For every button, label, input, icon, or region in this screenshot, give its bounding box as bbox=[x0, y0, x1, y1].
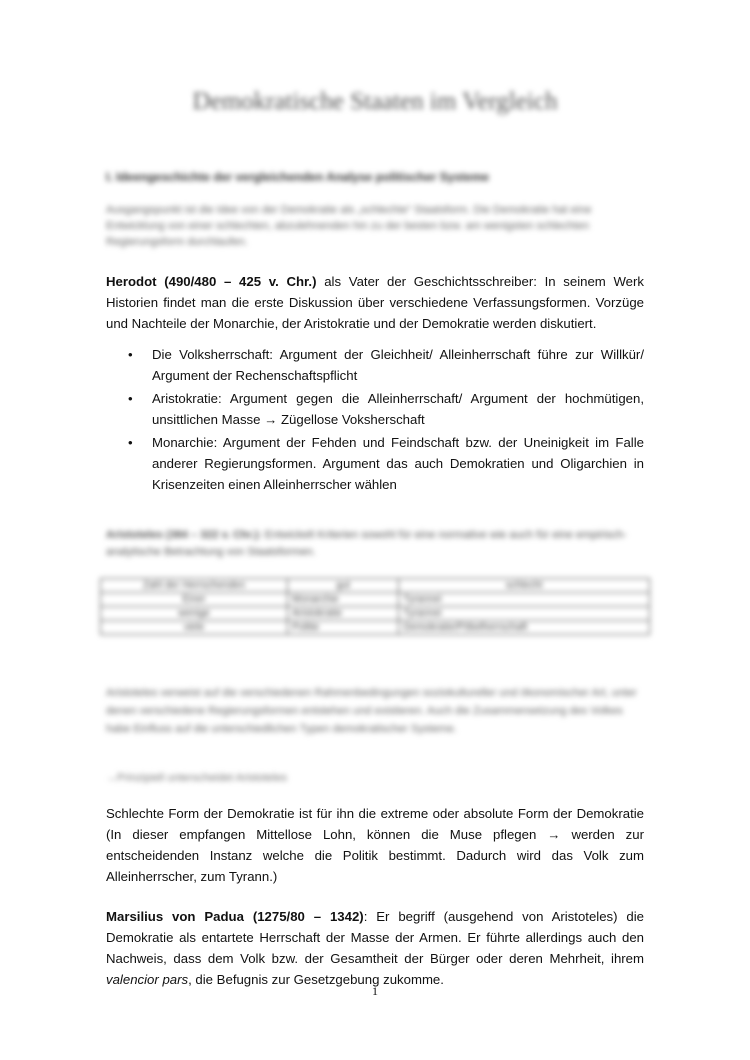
table-row bbox=[101, 621, 650, 635]
aristoteles-context-paragraph: Aristoteles verweist auf die verschiedenen Rahmenbedingungen soziokultureller und ökonomischer Art, unter denen verschiedene Regierungsformen entstehen und existieren. Auch die Zusammensetzung des Volkes habe Einfluss auf die unterschiedlichen Typen demokratischer Systeme. bbox=[106, 687, 637, 735]
table-cell: wenige bbox=[101, 607, 288, 621]
argument-list bbox=[106, 344, 644, 497]
marsilius-name: Marsilius von Padua (1275/80 – 1342) bbox=[106, 909, 364, 924]
bullet-icon: • bbox=[128, 435, 133, 450]
table-cell: viele bbox=[101, 621, 288, 635]
herodot-paragraph bbox=[106, 271, 644, 334]
aristoteles-note: →Prinzipiell unterscheidet Aristoteles bbox=[106, 772, 287, 784]
marsilius-italic-term: valencior pars bbox=[106, 972, 189, 987]
list-item-text: Die Volksherrschaft: Argument der Gleichheit/ Alleinherrschaft führe zur Willkür/ Argument der Rechenschaftspflicht bbox=[152, 347, 644, 383]
aristoteles-paragraph bbox=[106, 527, 644, 561]
table-header: schlecht bbox=[399, 579, 650, 593]
bullet-icon: • bbox=[128, 391, 133, 406]
marsilius-paragraph bbox=[106, 906, 644, 990]
table-cell: Tyrannei bbox=[399, 607, 650, 621]
list-item bbox=[106, 388, 644, 430]
intro-paragraph: Ausgangspunkt ist die Idee von der Demokratie als „schlechte“ Staatsform. Die Demokratie hat eine Entwicklung von einer schlechten, abzulehnenden hin zu der besten bzw. am wenigsten schlechten Regierungsform durchlaufen. bbox=[106, 204, 592, 248]
marsilius-text-end: , die Befugnis zur Gesetzgebung zukomme. bbox=[188, 972, 444, 987]
section-heading: I. Ideengeschichte der vergleichenden Analyse politischer Systeme bbox=[106, 170, 490, 184]
aristoteles-name: Aristoteles (384 – 322 v. Chr.): bbox=[106, 529, 262, 541]
table-row bbox=[101, 593, 650, 607]
table-cell: Monarchie bbox=[288, 593, 399, 607]
page-number: 1 bbox=[372, 984, 378, 998]
list-item bbox=[106, 344, 644, 386]
table-cell: Einer bbox=[101, 593, 288, 607]
table-header: Zahl der Herrschenden bbox=[101, 579, 288, 593]
aristoteles-text: Entwickelt Kriterien sowohl für eine normative wie auch für eine empirisch-analytische Betrachtung von Staatsformen. bbox=[106, 529, 627, 558]
government-forms-table bbox=[100, 578, 650, 635]
table-cell: Tyrannei bbox=[399, 593, 650, 607]
marsilius-text: : Er begriff (ausgehend von Aristoteles) die Demokratie als entartete Herrschaft der Masse der Armen. Er führte allerdings auch den Nachweis, dass dem Volk bzw. der Gesamtheit der Bürger oder deren Mehrheit, ihrem bbox=[106, 909, 645, 966]
herodot-name: Herodot (490/480 – 425 v. Chr.) bbox=[106, 274, 317, 289]
table-cell: Politie bbox=[288, 621, 399, 635]
table-row bbox=[101, 607, 650, 621]
table-header-row bbox=[101, 579, 650, 593]
list-item-text: Monarchie: Argument der Fehden und Feindschaft bzw. der Uneinigkeit im Falle anderer Regierungsformen. Argument das auch Demokratien und Oligarchien in Krisenzeiten einen Alleinherrscher wählen bbox=[152, 435, 644, 492]
herodot-text: als Vater der Geschichtsschreiber: In seinem Werk Historien findet man die erste Diskussion über verschiedene Verfassungsformen. Vorzüge und Nachteile der Monarchie, der Aristokratie und der Demokratie werden diskutiert. bbox=[106, 274, 645, 331]
table-cell: Aristokratie bbox=[288, 607, 399, 621]
bad-democracy-paragraph: Schlechte Form der Demokratie ist für ihn die extreme oder absolute Form der Demokratie (In dieser empfangen Mittellose Lohn, können die Muse pflegen → werden zur entscheidenden Instanz welche die Politik bestimmt. Dadurch wird das Volk zum Alleinherrscher, zum Tyrann.) bbox=[106, 806, 644, 884]
list-item-text: Aristokratie: Argument gegen die Alleinherrschaft/ Argument der hochmütigen, unsittlichen Masse → Zügellose Voksherschaft bbox=[152, 391, 644, 427]
document-title: Demokratische Staaten im Vergleich bbox=[192, 88, 558, 115]
bullet-icon: • bbox=[128, 347, 133, 362]
list-item bbox=[106, 432, 644, 495]
table-header: gut bbox=[288, 579, 399, 593]
table-cell: Demokratie/Pöbelherrschaft bbox=[399, 621, 650, 635]
